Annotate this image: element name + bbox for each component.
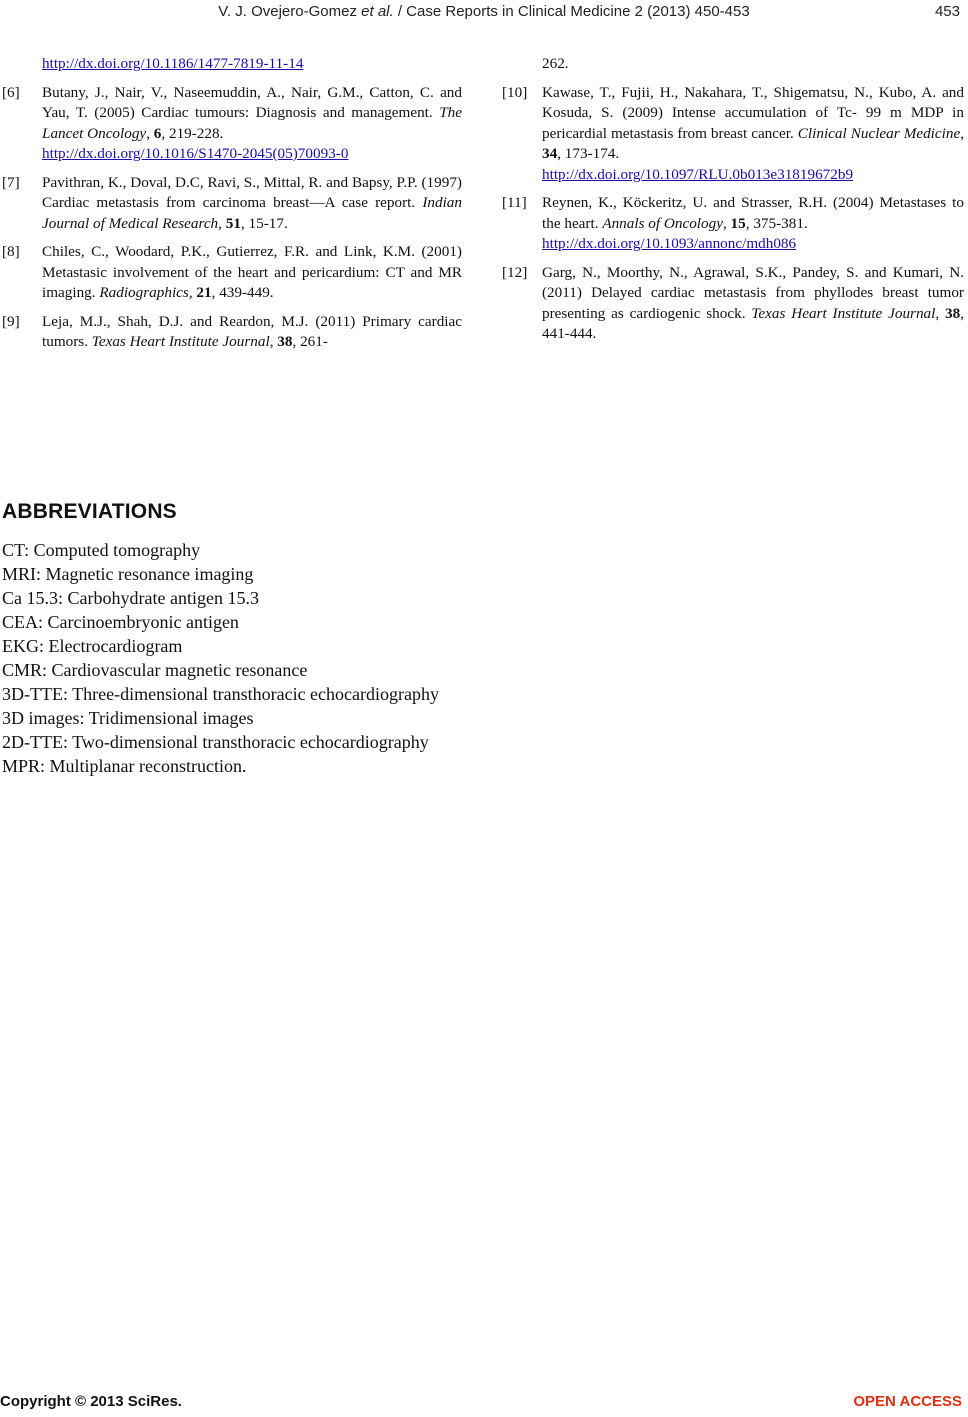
reference-pages: , 375-381. [745, 214, 808, 232]
abbreviations-section [2, 500, 562, 778]
reference-pages: , 15-17. [240, 214, 288, 232]
right-column [500, 54, 964, 353]
reference-number: [7] [2, 173, 20, 191]
reference-12 [500, 263, 964, 345]
abbreviation-item: CT: Computed tomography [2, 540, 201, 560]
copyright-notice: Copyright © 2013 SciRes. [0, 1393, 182, 1410]
reference-volume: 6 [153, 124, 162, 142]
abbreviation-item: MPR: Multiplanar reconstruction. [2, 756, 247, 776]
reference-text: Kawase, T., Fujii, H., Nakahara, T., Shigematsu, N., Kubo, A. and Kosuda, S. (2009) Intense accumulation of Tc- 99 m MDP in pericardial metastasis from breast cancer. [542, 83, 964, 142]
abbreviation-item: 3D-TTE: Three-dimensional transthoracic echocardiography [2, 684, 439, 704]
reference-pages: , 439-449. [211, 284, 274, 301]
continued-reference-text: 262. [542, 55, 569, 72]
reference-sep: , [218, 214, 226, 232]
reference-pages: , 261- [292, 333, 328, 350]
reference-10 [500, 83, 964, 186]
left-column [0, 54, 462, 361]
reference-volume: 38 [945, 304, 961, 322]
abbreviations-heading: ABBREVIATIONS [2, 500, 177, 523]
running-head [0, 3, 968, 20]
reference-text: Reynen, K., Köckeritz, U. and Strasser, R.H. (2004) Metastases to the heart. [542, 194, 964, 232]
reference-number: [9] [2, 312, 20, 330]
reference-number: [8] [2, 243, 20, 260]
reference-7 [0, 173, 462, 235]
reference-journal: Annals of Oncology [602, 214, 723, 232]
reference-number: [10] [502, 83, 528, 101]
reference-text: Leja, M.J., Shah, D.J. and Reardon, M.J. (2011) Primary cardiac tumors. [42, 312, 462, 350]
reference-journal: Clinical Nuclear Medicine [797, 124, 961, 142]
reference-volume: 38 [277, 333, 293, 350]
abbreviation-item: EKG: Electrocardiogram [2, 636, 183, 656]
reference-6 [0, 83, 462, 165]
reference-pages: , 173-174. [557, 145, 620, 162]
reference-text: Chiles, C., Woodard, P.K., Gutierrez, F.R. and Link, K.M. (2001) Metastasic involvement of the heart and pericardium: CT and MR imaging. [42, 243, 462, 301]
running-head-etal: et al. [361, 3, 394, 20]
reference-number: [11] [502, 194, 527, 211]
reference-pages: , 441-444. [542, 304, 965, 342]
reference-link[interactable]: http://dx.doi.org/10.1097/RLU.0b013e31819672b9 [542, 165, 854, 183]
reference-link[interactable]: http://dx.doi.org/10.1016/S1470-2045(05)70093-0 [42, 145, 349, 162]
reference-journal: The Lancet Oncology [42, 104, 462, 142]
abbreviation-item: 3D images: Tridimensional images [2, 708, 254, 728]
reference-text: Garg, N., Moorthy, N., Agrawal, S.K., Pandey, S. and Kumari, N. (2011) Delayed cardiac metastasis from phyllodes breast tumor presenting as cardiogenic shock. [542, 263, 964, 322]
abbreviation-item: CEA: Carcinoembryonic antigen [2, 612, 239, 632]
reference-journal: Indian Journal of Medical Research [42, 194, 462, 232]
reference-number: [12] [502, 263, 528, 281]
abbreviation-item: 2D-TTE: Two-dimensional transthoracic echocardiography [2, 732, 429, 752]
reference-journal: Radiographics [99, 284, 189, 301]
reference-volume: 34 [542, 145, 558, 162]
reference-text: Butany, J., Nair, V., Naseemuddin, A., Nair, G.M., Catton, C. and Yau, T. (2005) Cardiac tumours: Diagnosis and management. [42, 83, 462, 121]
page-header [0, 0, 968, 30]
reference-11 [500, 193, 964, 255]
page-number: 453 [934, 3, 960, 20]
running-head-suffix: / Case Reports in Clinical Medicine 2 (2013) 450-453 [393, 3, 750, 20]
reference-link[interactable]: http://dx.doi.org/10.1186/1477-7819-11-14 [42, 55, 304, 72]
abbreviation-item: Ca 15.3: Carbohydrate antigen 15.3 [2, 588, 259, 608]
reference-sep: , [722, 214, 731, 232]
reference-8 [0, 242, 462, 304]
page-footer [0, 1389, 968, 1417]
reference-sep: , [188, 284, 197, 301]
reference-sep: , [269, 333, 278, 350]
reference-number: [6] [2, 83, 20, 101]
reference-9 [0, 312, 462, 353]
reference-volume: 21 [196, 284, 212, 301]
reference-volume: 15 [730, 214, 746, 232]
open-access-badge: OPEN ACCESS [853, 1393, 962, 1410]
reference-text: Pavithran, K., Doval, D.C, Ravi, S., Mittal, R. and Bapsy, P.P. (1997) Cardiac metastasis from carcinoma breast—A case report. [42, 173, 462, 211]
continued-reference-link[interactable] [0, 54, 462, 75]
reference-journal: Texas Heart Institute Journal [751, 304, 936, 322]
reference-sep: , [960, 124, 964, 142]
reference-journal: Texas Heart Institute Journal [91, 333, 270, 350]
abbreviation-item: MRI: Magnetic resonance imaging [2, 564, 254, 584]
reference-sep: , [146, 124, 154, 142]
reference-volume: 51 [225, 214, 241, 232]
reference-sep: , [935, 304, 946, 322]
reference-pages: , 219-228. [161, 124, 224, 142]
reference-link[interactable]: http://dx.doi.org/10.1093/annonc/mdh086 [542, 235, 797, 252]
running-head-prefix: V. J. Ovejero-Gomez [218, 3, 362, 20]
abbreviation-item: CMR: Cardiovascular magnetic resonance [2, 660, 308, 680]
